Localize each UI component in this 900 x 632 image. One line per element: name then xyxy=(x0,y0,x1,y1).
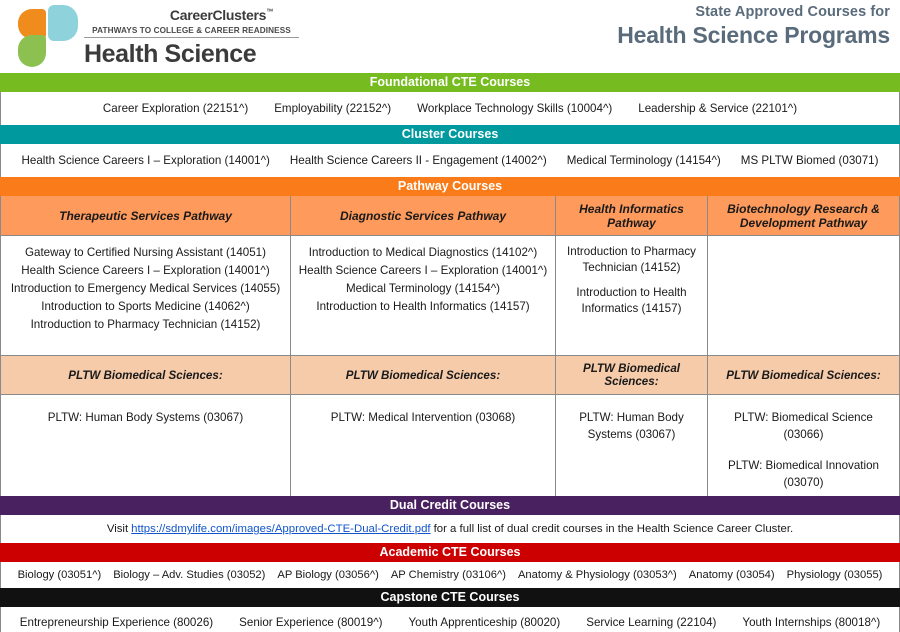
page-header xyxy=(0,0,900,73)
section-header-dual-credit: Dual Credit Courses xyxy=(0,496,900,515)
pathway-column xyxy=(291,196,556,496)
page-title-block xyxy=(617,0,900,49)
pathway-course-item: Health Science Careers I – Exploration (14001^) xyxy=(298,264,548,277)
pltw-course-item: PLTW: Medical Intervention (03068) xyxy=(330,411,516,424)
academic-course-item: AP Biology (03056^) xyxy=(277,569,379,581)
pltw-course-item: PLTW: Biomedical Science (03066) xyxy=(734,411,873,441)
pltw-course-item: PLTW: Biomedical Innovation (03070) xyxy=(727,459,879,489)
career-clusters-wordmark xyxy=(84,7,299,25)
section-header-foundational: Foundational CTE Courses xyxy=(0,73,900,92)
pathway-column-header: Health Informatics Pathway xyxy=(556,196,707,236)
pathway-course-list xyxy=(291,236,555,356)
leaf-green-icon xyxy=(18,35,46,67)
pathway-course-item: Medical Terminology (14154^) xyxy=(345,282,501,295)
capstone-course-item: Youth Internships (80018^) xyxy=(742,615,881,629)
foundational-course-item: Workplace Technology Skills (10004^) xyxy=(417,102,613,115)
pathway-column xyxy=(708,196,899,496)
brand-text xyxy=(80,5,299,69)
pltw-section-header: PLTW Biomedical Sciences: xyxy=(708,356,899,395)
section-header-capstone: Capstone CTE Courses xyxy=(0,588,900,607)
cluster-course-item: Health Science Careers I – Exploration (14001^) xyxy=(21,154,270,167)
pathway-column-header: Biotechnology Research & Development Pathway xyxy=(708,196,899,236)
brand-block xyxy=(0,0,299,69)
academic-course-item: Anatomy & Physiology (03053^) xyxy=(517,569,677,581)
academic-course-item: Anatomy (03054) xyxy=(688,569,775,581)
pltw-course-item: PLTW: Human Body Systems (03067) xyxy=(579,411,684,441)
academic-course-item: AP Chemistry (03106^) xyxy=(390,569,506,581)
cluster-course-item: Health Science Careers II - Engagement (14002^) xyxy=(289,154,547,167)
pltw-course-list xyxy=(1,395,290,496)
pltw-section-header: PLTW Biomedical Sciences: xyxy=(1,356,290,395)
career-clusters-tagline: PATHWAYS TO COLLEGE & CAREER READINESS xyxy=(84,26,299,38)
capstone-course-list xyxy=(0,607,900,632)
pathway-course-item: Introduction to Pharmacy Technician (14152) xyxy=(30,318,261,331)
pathway-course-item: Health Science Careers I – Exploration (14001^) xyxy=(21,264,270,277)
foundational-course-item: Career Exploration (22151^) xyxy=(102,102,249,115)
pltw-section-header: PLTW Biomedical Sciences: xyxy=(556,356,707,395)
section-header-pathway: Pathway Courses xyxy=(0,177,900,196)
pathway-course-list xyxy=(556,236,707,356)
foundational-course-item: Employability (22152^) xyxy=(274,102,392,115)
cluster-title: Health Science xyxy=(84,40,257,68)
pathway-course-item: Introduction to Sports Medicine (14062^) xyxy=(41,300,250,313)
pathway-column xyxy=(556,196,708,496)
dual-credit-text-before: Visit xyxy=(106,523,129,535)
pathway-course-item: Introduction to Pharmacy Technician (14152) xyxy=(567,245,696,274)
pathway-course-item: Gateway to Certified Nursing Assistant (14051) xyxy=(24,246,266,259)
page-title: Health Science Programs xyxy=(617,22,890,48)
cluster-course-item: Medical Terminology (14154^) xyxy=(566,154,721,167)
pltw-course-list xyxy=(291,395,555,496)
pltw-course-list xyxy=(556,395,707,496)
academic-course-item: Biology (03051^) xyxy=(17,569,102,581)
foundational-course-list xyxy=(0,92,900,125)
cluster-course-item: MS PLTW Biomed (03071) xyxy=(740,154,879,167)
pathway-column-header: Therapeutic Services Pathway xyxy=(1,196,290,236)
capstone-course-item: Service Learning (22104) xyxy=(586,615,717,629)
pathway-course-item: Introduction to Health Informatics (14157) xyxy=(316,300,530,313)
capstone-course-item: Senior Experience (80019^) xyxy=(239,615,383,629)
foundational-course-item: Leadership & Service (22101^) xyxy=(638,102,798,115)
pltw-course-list xyxy=(708,395,899,496)
pathway-course-item: Introduction to Emergency Medical Services (14055) xyxy=(10,282,281,295)
academic-course-item: Physiology (03055) xyxy=(786,569,883,581)
capstone-course-item: Youth Apprenticeship (80020) xyxy=(408,615,561,629)
dual-credit-link[interactable]: https://sdmylife.com/images/Approved-CTE-Dual-Credit.pdf xyxy=(131,523,431,535)
pathway-course-item: Introduction to Health Informatics (14157) xyxy=(576,286,687,315)
trademark-symbol: ™ xyxy=(266,8,274,16)
academic-course-item: Biology – Adv. Studies (03052) xyxy=(113,569,266,581)
pathway-course-list xyxy=(708,236,899,356)
pathway-course-item: Introduction to Medical Diagnostics (14102^) xyxy=(308,246,538,259)
page-subtitle: State Approved Courses for xyxy=(695,4,890,20)
three-leaf-cluster-icon xyxy=(8,5,80,67)
pathway-course-list xyxy=(1,236,290,356)
cluster-course-list xyxy=(0,144,900,177)
pathway-column xyxy=(1,196,291,496)
pathway-column-header: Diagnostic Services Pathway xyxy=(291,196,555,236)
pltw-section-header: PLTW Biomedical Sciences: xyxy=(291,356,555,395)
academic-course-list xyxy=(0,562,900,588)
career-clusters-name: CareerClusters xyxy=(169,7,267,23)
leaf-teal-icon xyxy=(48,5,78,41)
section-header-academic: Academic CTE Courses xyxy=(0,543,900,562)
section-header-cluster: Cluster Courses xyxy=(0,125,900,144)
pltw-course-item: PLTW: Human Body Systems (03067) xyxy=(47,411,244,424)
capstone-course-item: Entrepreneurship Experience (80026) xyxy=(19,615,214,629)
dual-credit-text-after: for a full list of dual credit courses in the Health Science Career Cluster. xyxy=(433,523,794,535)
pathway-table xyxy=(0,196,900,496)
dual-credit-note xyxy=(0,515,900,543)
